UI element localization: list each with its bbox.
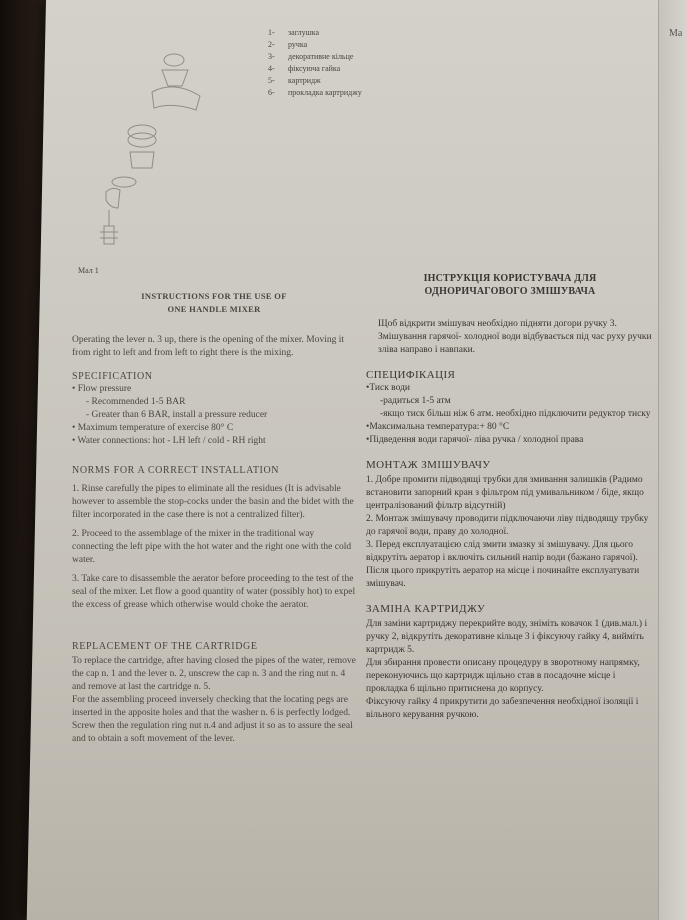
part-name: заглушка xyxy=(288,28,320,37)
ua-mount-item: 1. Добре промити підводящі трубки для змивання залишків (Радимо встановити запорний кран з фільтром під умивальником / біде, якщо централізований фільтр відсутній) xyxy=(366,475,644,511)
ua-spec-item: •Підведення води гарячої- ліва ручка / холодної права xyxy=(366,435,584,445)
en-spec-item: • Flow pressure xyxy=(72,384,132,394)
en-norm-item: 2. Proceed to the assemblage of the mixer in the traditional way connecting the left pipe with the hot water and the right one with the cold water. xyxy=(72,529,352,565)
ua-title-line2: ОДНОРИЧАГОВОГО ЗМІШУВАЧА xyxy=(424,286,596,297)
en-replace-para: Screw then the regulation ring nut n.4 and adjust it so as to assure the seal and to obtain a soft movement of the lever. xyxy=(72,721,353,744)
en-replace-para: For the assembling proceed inversely checking that the locating pegs are inserted in the apposite holes and that the washer n. 6 is perfectly lodged. xyxy=(72,695,351,718)
en-intro: Operating the lever n. 3 up, there is the opening of the mixer. Moving it from right to left and from left to right there is the mixing. xyxy=(72,335,345,358)
ua-cartridge-para: Для заміни картриджу перекрийте воду, зніміть ковачок 1 (див.мал.) і ручку 2, відкрутіть декоративне кільце 3 і фіксуючу гайку 4, вийміть картридж 5. xyxy=(366,619,648,655)
en-replace-heading: REPLACEMENT OF THE CARTRIDGE xyxy=(72,641,258,652)
en-norm-item: 3. Take care to disassemble the aerator before proceeding to the test of the seal of the mixer. Let flow a good quantity of water (possibly hot) to expel the excess of grease which otherwise would choke the aerator. xyxy=(72,574,356,610)
ua-title-line1: ІНСТРУКЦІЯ КОРИСТУВАЧА ДЛЯ xyxy=(423,273,597,284)
ua-spec-heading: СПЕЦИФІКАЦІЯ xyxy=(366,369,456,381)
en-norm-item: 1. Rinse carefully the pipes to eliminate all the residues (It is advisable however to assemble the stop-cocks under the basin and the bidet with the filter incorporated in the case there is not a centralized filter). xyxy=(72,484,354,520)
ua-spec-item: •Максимальна температура:+ 80 °С xyxy=(366,422,510,432)
english-column xyxy=(72,290,356,746)
en-spec-item: • Maximum temperature of exercise 80° C xyxy=(72,423,234,433)
ua-mount-item: 3. Перед експлуатацією слід змити змазку зі змішувачу. Для цього відкрутіть аератор і включіть сильний напір води (бажано гарячої). Після цього прикрутіть аератор на місце і починайте експлуатувати змішувач. xyxy=(366,540,640,589)
part-name: декоративне кільце xyxy=(288,52,354,61)
en-spec-heading: SPECIFICATION xyxy=(72,371,153,382)
part-name: картридж xyxy=(288,76,321,85)
en-replace-para: To replace the cartridge, after having closed the pipes of the water, remove the cap n. 1 and the lever n. 2, unscrew the cap n. 3 and the ring nut n. 4 and remove at last the cartridge n. 5. xyxy=(72,656,356,692)
en-spec-item: - Greater than 6 BAR, install a pressure reducer xyxy=(86,410,268,420)
part-name: фіксуюча гайка xyxy=(288,64,341,73)
ua-mount-item: 2. Монтаж змішувачу проводити підключаючи ліву підводящу трубку до гарячої води, праву до холодної. xyxy=(366,514,649,537)
part-number: 1- xyxy=(268,28,275,37)
en-spec-item: - Recommended 1-5 BAR xyxy=(86,397,186,407)
second-sheet-edge xyxy=(658,0,687,920)
part-number: 5- xyxy=(268,76,275,85)
en-norms-heading: NORMS FOR A CORRECT INSTALLATION xyxy=(72,465,280,476)
part-number: 4- xyxy=(268,64,275,73)
figure-caption: Мал 1 xyxy=(78,266,99,275)
en-title-line2: ONE HANDLE MIXER xyxy=(167,304,261,314)
ua-cartridge-heading: ЗАМІНА КАРТРИДЖУ xyxy=(366,603,486,615)
ukrainian-column xyxy=(366,272,654,722)
part-number: 3- xyxy=(268,52,275,61)
edge-text: Ma xyxy=(669,28,683,39)
ua-spec-item: •Тиск води xyxy=(366,383,410,393)
part-number: 6- xyxy=(268,88,275,97)
ua-cartridge-para: Для збирання провести описану процедуру в зворотному напрямку, переконуючись що картридж щільно став в посадочне місце і прокладка 6 щільно притиснена до корпусу. xyxy=(366,658,640,694)
mixer-exploded-drawing xyxy=(92,40,252,250)
ua-intro-2: Змішування гарячої- холодної води відбувається під час руху ручки зліва направо і навпаки. xyxy=(378,332,652,355)
en-spec-item: • Water connections: hot - LH left / cold - RH right xyxy=(72,436,266,446)
ua-spec-item: -радиться 1-5 атм xyxy=(380,396,451,406)
ua-cartridge-para: Фіксуючу гайку 4 прикрутити до забезпечення необхідної ізоляції і вільного керування ручкою. xyxy=(366,697,639,720)
en-title-line1: INSTRUCTIONS FOR THE USE OF xyxy=(141,291,287,301)
part-name: прокладка картриджу xyxy=(288,88,362,97)
ua-spec-item: -якщо тиск більш ніж 6 атм. необхідно підключити редуктор тиску xyxy=(380,409,651,419)
ua-intro: Щоб відкрити змішувач необхідно підняти догори ручку 3. xyxy=(378,319,617,329)
part-number: 2- xyxy=(268,40,275,49)
part-name: ручка xyxy=(288,40,308,49)
ua-mount-heading: МОНТАЖ ЗМІШУВАЧУ xyxy=(366,459,491,471)
